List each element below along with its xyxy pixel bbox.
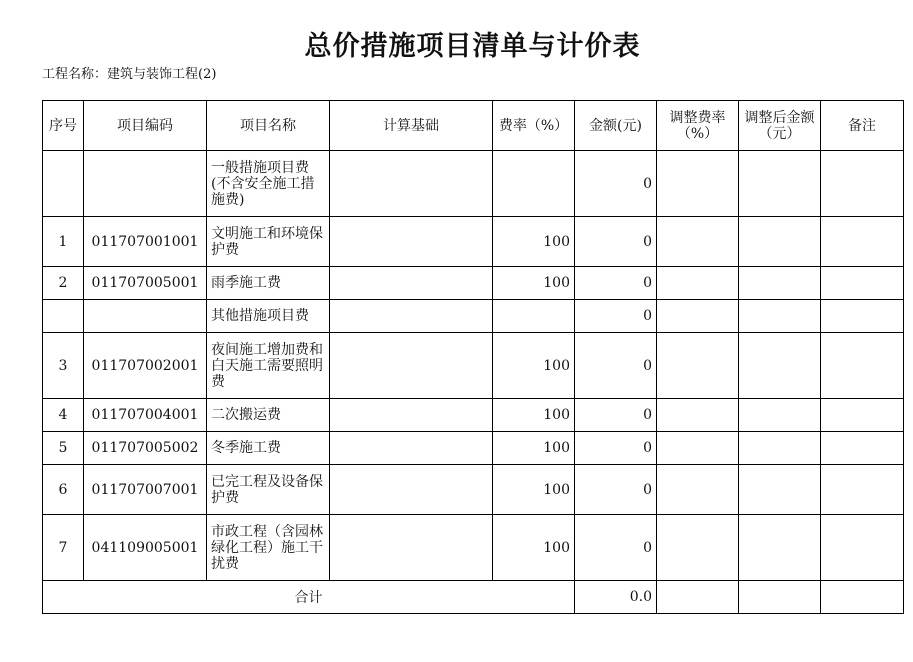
header-row (43, 101, 904, 151)
cell-amount: 0 (575, 515, 657, 581)
cell-code: 011707005002 (84, 432, 207, 465)
cell-no (43, 151, 84, 217)
cell-name: 已完工程及设备保护费 (207, 465, 330, 515)
cell-rate: 100 (493, 399, 575, 432)
cell-adjusted-amount (739, 515, 821, 581)
cell-no: 5 (43, 432, 84, 465)
cell-amount: 0 (575, 432, 657, 465)
cell-adjusted-rate (657, 333, 739, 399)
cell-rate: 100 (493, 515, 575, 581)
cell-basis (330, 432, 493, 465)
cell-code (84, 151, 207, 217)
cell-no: 6 (43, 465, 84, 515)
cell-amount: 0 (575, 267, 657, 300)
cell-name: 一般措施项目费(不含安全施工措施费) (207, 151, 330, 217)
cell-rate: 100 (493, 465, 575, 515)
cell-name: 文明施工和环境保护费 (207, 217, 330, 267)
cell-name: 市政工程（含园林绿化工程）施工干扰费 (207, 515, 330, 581)
cell-code: 011707005001 (84, 267, 207, 300)
cell-remark (821, 465, 904, 515)
cell-no: 2 (43, 267, 84, 300)
cell-code: 011707002001 (84, 333, 207, 399)
header-amount: 金额(元) (575, 101, 657, 151)
cell-no: 7 (43, 515, 84, 581)
cell-basis (330, 300, 493, 333)
total-amount: 0.0 (575, 581, 657, 614)
cell-remark (821, 151, 904, 217)
cell-remark (821, 217, 904, 267)
cell-adjusted-rate (657, 151, 739, 217)
cell-basis (330, 515, 493, 581)
cell-basis (330, 465, 493, 515)
cell-code: 011707004001 (84, 399, 207, 432)
cell-amount: 0 (575, 333, 657, 399)
cell-rate (493, 151, 575, 217)
cell-name: 二次搬运费 (207, 399, 330, 432)
total-adjusted-rate (657, 581, 739, 614)
table-row (43, 267, 904, 300)
table-row (43, 300, 904, 333)
pricing-table (42, 100, 904, 614)
cell-code: 011707001001 (84, 217, 207, 267)
cell-adjusted-amount (739, 333, 821, 399)
table-row (43, 333, 904, 399)
cell-adjusted-amount (739, 432, 821, 465)
cell-adjusted-rate (657, 515, 739, 581)
cell-amount: 0 (575, 217, 657, 267)
cell-rate: 100 (493, 333, 575, 399)
cell-adjusted-amount (739, 267, 821, 300)
table-row (43, 151, 904, 217)
cell-code: 011707007001 (84, 465, 207, 515)
cell-remark (821, 333, 904, 399)
cell-basis (330, 399, 493, 432)
cell-adjusted-amount (739, 465, 821, 515)
cell-no: 3 (43, 333, 84, 399)
header-rate: 费率（%） (493, 101, 575, 151)
total-label: 合计 (43, 581, 575, 614)
header-adjusted-amount: 调整后金额（元） (739, 101, 821, 151)
header-no: 序号 (43, 101, 84, 151)
cell-amount: 0 (575, 300, 657, 333)
table-row (43, 515, 904, 581)
header-basis: 计算基础 (330, 101, 493, 151)
cell-adjusted-rate (657, 300, 739, 333)
cell-rate: 100 (493, 267, 575, 300)
cell-adjusted-rate (657, 267, 739, 300)
project-name-line (42, 63, 216, 82)
header-code: 项目编码 (84, 101, 207, 151)
cell-basis (330, 267, 493, 300)
page-title: 总价措施项目清单与计价表 (304, 31, 641, 62)
cell-amount: 0 (575, 465, 657, 515)
cell-basis (330, 217, 493, 267)
cell-remark (821, 267, 904, 300)
cell-adjusted-rate (657, 465, 739, 515)
table-row (43, 465, 904, 515)
cell-code: 041109005001 (84, 515, 207, 581)
cell-name: 其他措施项目费 (207, 300, 330, 333)
table-row (43, 399, 904, 432)
total-remark (821, 581, 904, 614)
cell-rate: 100 (493, 432, 575, 465)
total-adjusted-amount (739, 581, 821, 614)
cell-rate (493, 300, 575, 333)
project-name-value: 建筑与装饰工程(2) (107, 67, 217, 82)
cell-code (84, 300, 207, 333)
cell-remark (821, 300, 904, 333)
cell-name: 夜间施工增加费和白天施工需要照明费 (207, 333, 330, 399)
cell-amount: 0 (575, 399, 657, 432)
cell-basis (330, 151, 493, 217)
cell-adjusted-rate (657, 399, 739, 432)
cell-no: 1 (43, 217, 84, 267)
table-row (43, 217, 904, 267)
header-name: 项目名称 (207, 101, 330, 151)
cell-adjusted-rate (657, 217, 739, 267)
cell-no (43, 300, 84, 333)
total-row (43, 581, 904, 614)
cell-remark (821, 515, 904, 581)
cell-rate: 100 (493, 217, 575, 267)
cell-adjusted-rate (657, 432, 739, 465)
cell-amount: 0 (575, 151, 657, 217)
cell-basis (330, 333, 493, 399)
cell-adjusted-amount (739, 399, 821, 432)
header-remark: 备注 (821, 101, 904, 151)
cell-no: 4 (43, 399, 84, 432)
cell-adjusted-amount (739, 217, 821, 267)
header-adjusted-rate: 调整费率（%） (657, 101, 739, 151)
project-name-label: 工程名称： (42, 67, 108, 82)
cell-name: 雨季施工费 (207, 267, 330, 300)
table-row (43, 432, 904, 465)
cell-name: 冬季施工费 (207, 432, 330, 465)
cell-adjusted-amount (739, 151, 821, 217)
cell-remark (821, 399, 904, 432)
cell-remark (821, 432, 904, 465)
cell-adjusted-amount (739, 300, 821, 333)
